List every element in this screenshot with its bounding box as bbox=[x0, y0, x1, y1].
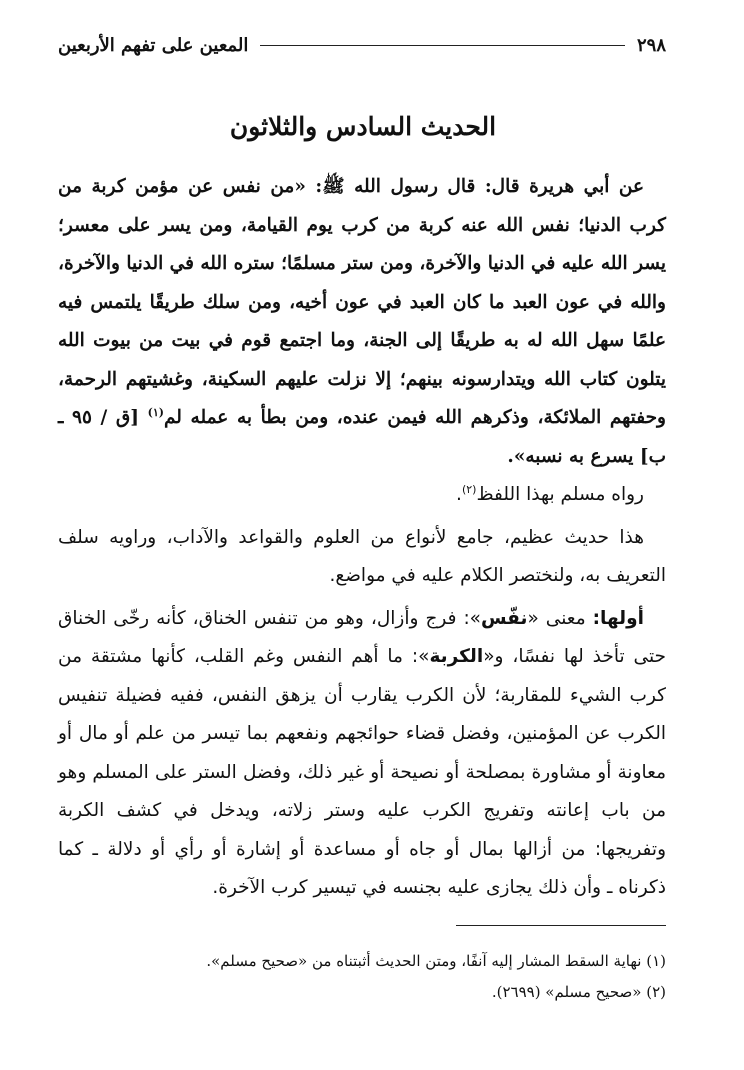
first-point-paragraph bbox=[58, 600, 666, 908]
footnote-marker-2[interactable]: (٢) bbox=[461, 482, 477, 496]
first-point-lead: أولها: bbox=[592, 607, 644, 629]
footnote-1 bbox=[58, 946, 666, 977]
keyword-naffas: نفّس bbox=[481, 607, 528, 629]
first-point-p1: معنى « bbox=[527, 607, 586, 629]
footnote-2 bbox=[58, 977, 666, 1008]
first-point-p2: »: فرج وأزال، وهو من تنفس الخناق، كأنه رخّى الخناق حتى تأخذ لها نفسًا، و« bbox=[58, 607, 666, 667]
hadith-text-end: [ق / ٩٥ ـ ب] يسرع به نسبه». bbox=[58, 407, 666, 467]
footnote-marker-1[interactable]: (١) bbox=[147, 405, 164, 419]
page-header bbox=[58, 30, 666, 60]
running-title: المعين على تفهم الأربعين bbox=[58, 34, 249, 56]
narration-end: . bbox=[456, 484, 462, 505]
narration-paragraph bbox=[58, 476, 666, 515]
footnotes bbox=[58, 946, 666, 1008]
footnote-1-marker: (١) bbox=[646, 952, 666, 970]
first-point-p3: »: ما أهم النفس وغم القلب، كأنها مشتقة من كرب الشيء للمقاربة؛ لأن الكرب يقارب أن يزهق النفس، ففيه فضيلة تنفيس الكرب عن المؤمنين، وفضل قضاء حوائجهم ونفعهم بما تيسر من علم أو مال أو معاونة أو مشاورة بمصلحة أو نصيحة أو غير ذلك، وفضل الستر على المسلم وهو من باب إعانته وتفريج الكرب عليه وستر زلاته، ويدخل في كشف الكربة وتفريجها: من أزالها بمال أو جاه أو مساعدة أو إشارة أو رأي أو دلالة ـ كما ذكرناه ـ وأن ذلك يجازى عليه بجنسه في تيسير كرب الآخرة. bbox=[58, 646, 666, 898]
keyword-kurba: الكربة bbox=[429, 646, 484, 667]
main-text bbox=[58, 168, 666, 908]
footnote-2-marker: (٢) bbox=[646, 983, 666, 1001]
intro-paragraph: هذا حديث عظيم، جامع لأنواع من العلوم والقواعد والآداب، وراويه سلف التعريف به، ولنختصر الكلام عليه في مواضع. bbox=[58, 526, 666, 586]
hadith-text: عن أبي هريرة قال: قال رسول الله ﷺ: «من نفس عن مؤمن كربة من كرب الدنيا؛ نفس الله عنه كربة من كرب يوم القيامة، ومن يسر على معسر؛ يسر الله عليه في الدنيا والآخرة، ومن ستر مسلمًا؛ ستره الله في الدنيا والآخرة، والله في عون العبد ما كان العبد في عون أخيه، ومن سلك طريقًا يلتمس فيه علمًا سهل الله له به طريقًا إلى الجنة، وما اجتمع قوم في بيت من بيوت الله يتلون كتاب الله ويتدارسونه بينهم؛ إلا نزلت عليهم السكينة، وغشيتهم الرحمة، وحفتهم الملائكة، وذكرهم الله فيمن عنده، ومن بطأ به عمله لم bbox=[58, 176, 666, 428]
footnote-1-text: نهاية السقط المشار إليه آنفًا، ومتن الحديث أثبتناه من «صحيح مسلم». bbox=[206, 952, 642, 970]
footnote-2-text: «صحيح مسلم» (٢٦٩٩). bbox=[491, 983, 642, 1001]
page-number: ٢٩٨ bbox=[636, 34, 666, 56]
narration-text: رواه مسلم بهذا اللفظ bbox=[476, 484, 644, 505]
header-rule bbox=[260, 45, 625, 46]
chapter-title: الحديث السادس والثلاثون bbox=[229, 112, 497, 141]
hadith-paragraph bbox=[58, 168, 666, 476]
footnote-separator bbox=[456, 925, 666, 926]
